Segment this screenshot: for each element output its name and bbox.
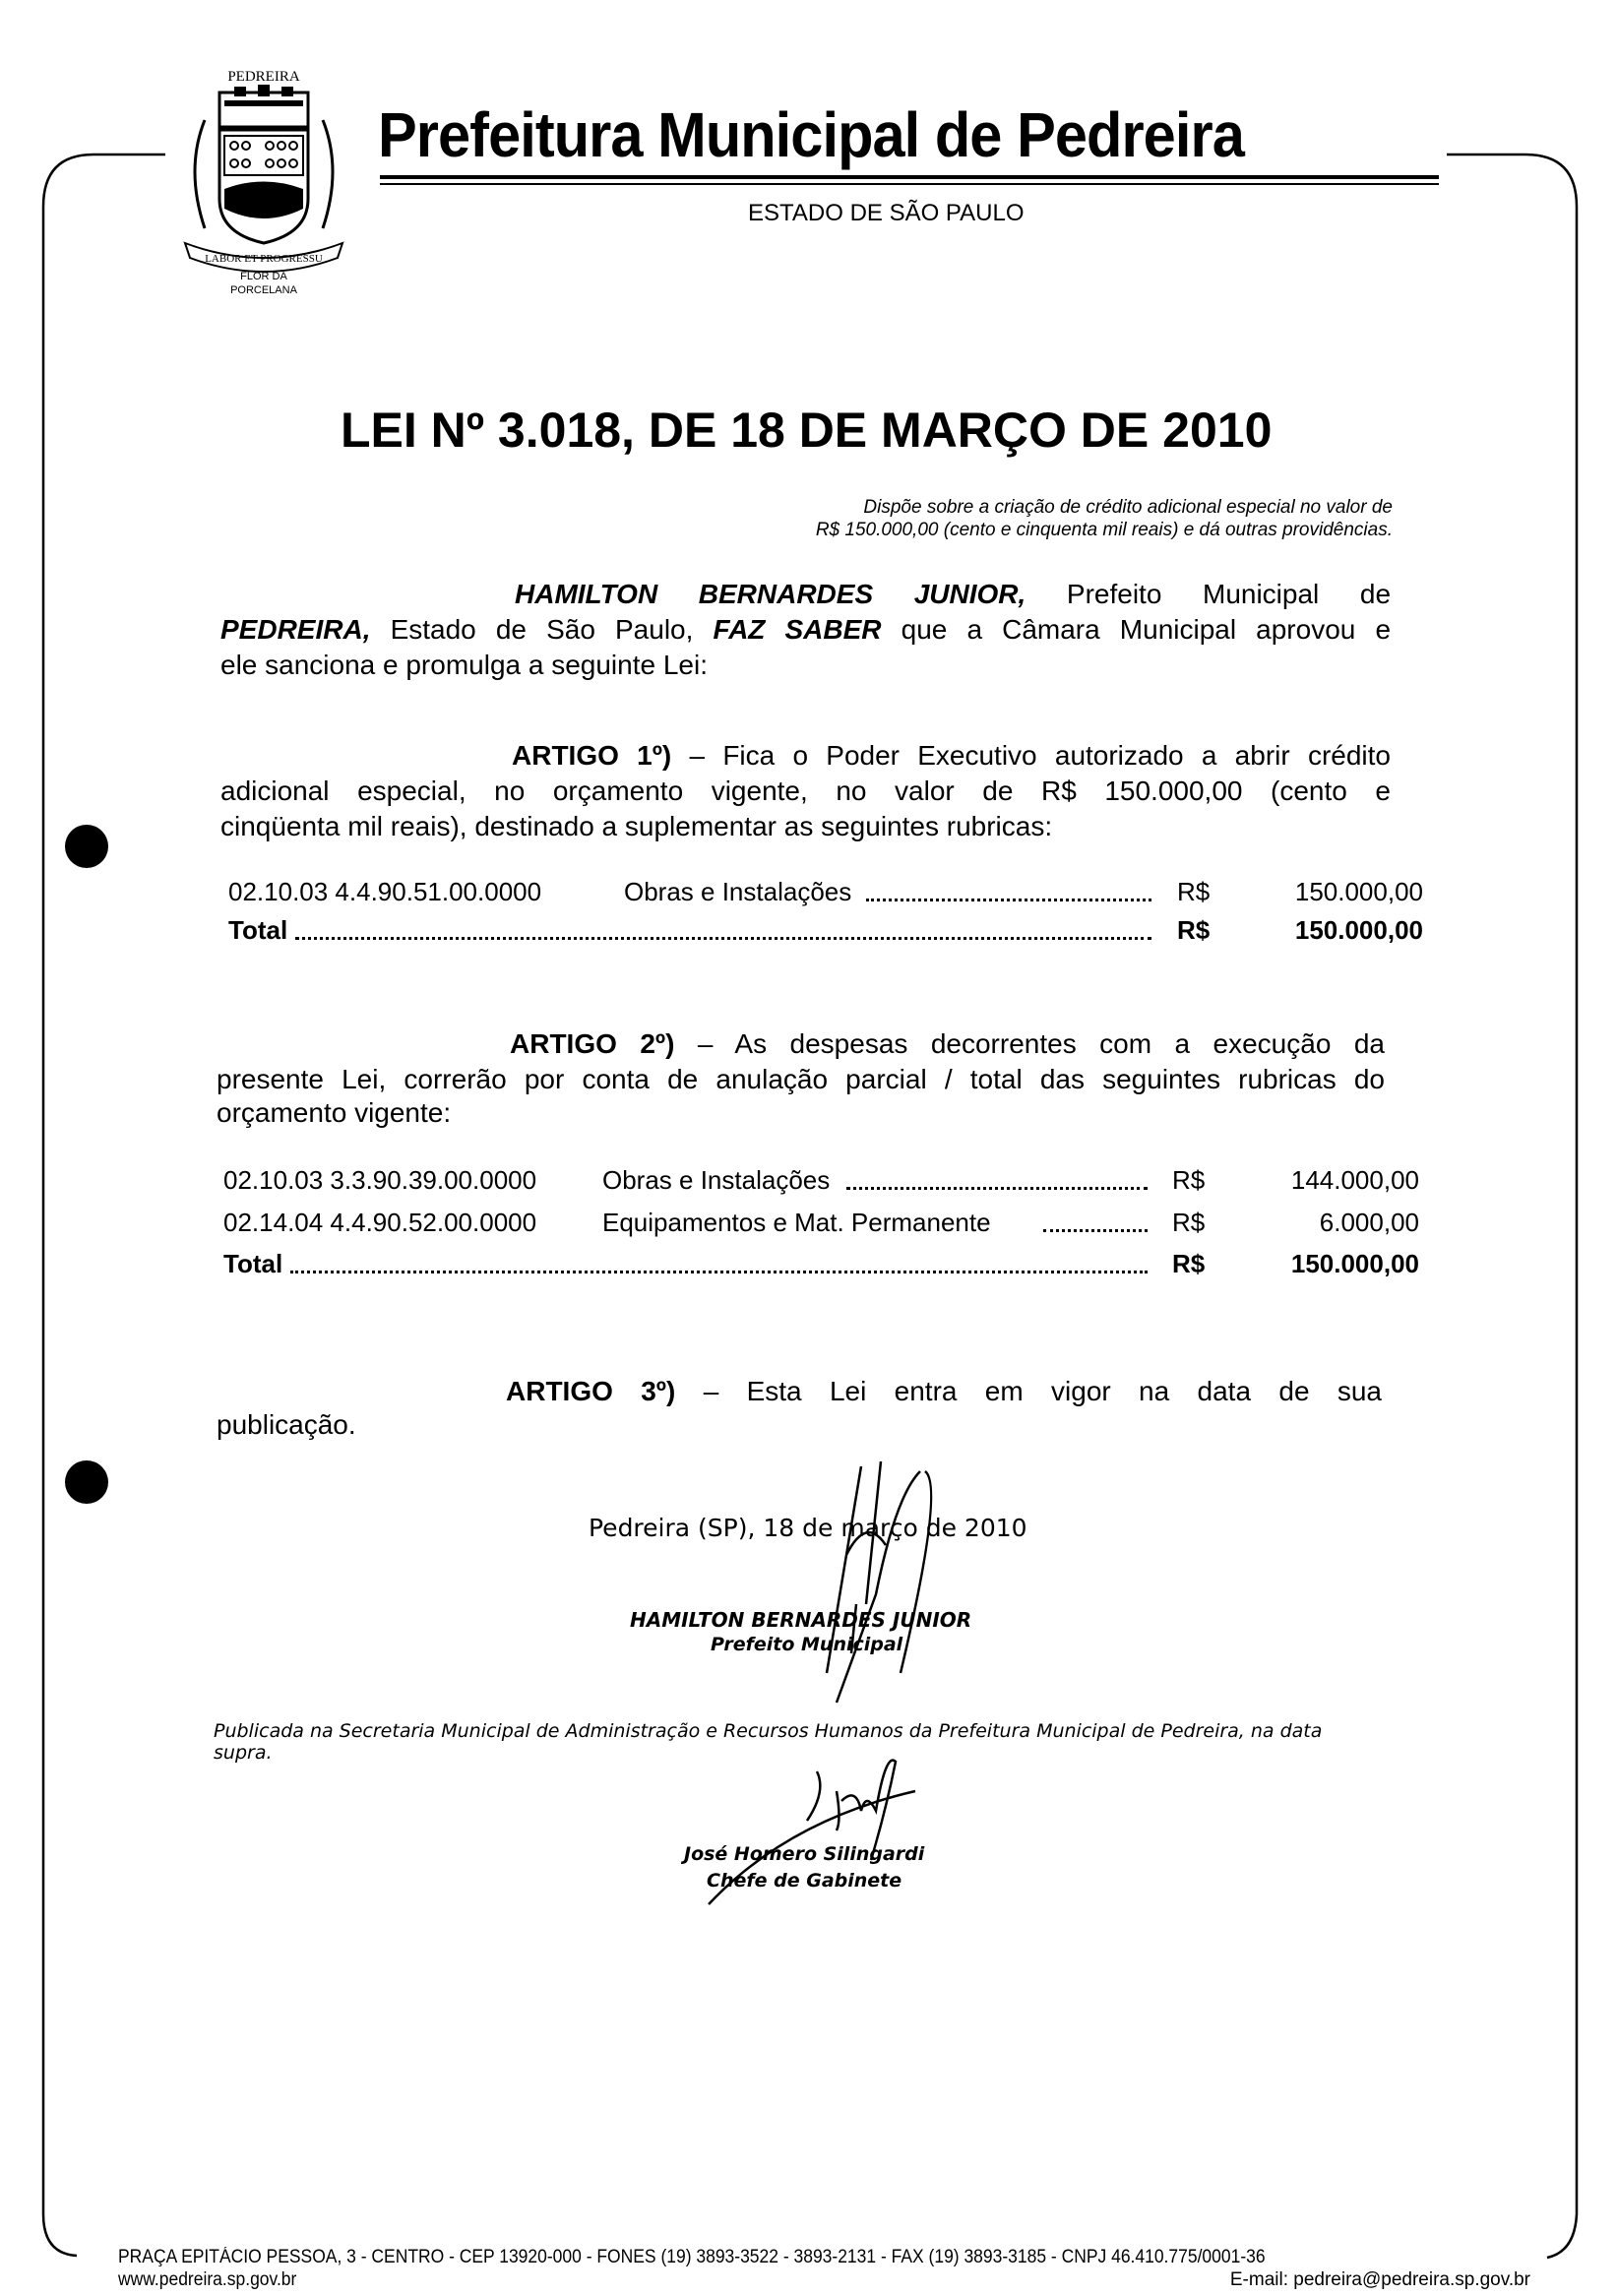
rubric-code: 02.10.03 3.3.90.39.00.0000 bbox=[223, 1165, 537, 1195]
binder-hole-mark bbox=[65, 825, 108, 868]
currency: R$ bbox=[1172, 1249, 1206, 1278]
publication-note: supra. bbox=[214, 1742, 273, 1764]
article-3-line: ARTIGO 3º) – Esta Lei entra em vigor na data de sua bbox=[506, 1376, 1382, 1406]
epigraph-line: Dispõe sobre a criação de crédito adicional especial no valor de bbox=[863, 497, 1393, 518]
title-rule bbox=[380, 175, 1439, 179]
footer-website[interactable]: www.pedreira.sp.gov.br bbox=[118, 2269, 297, 2290]
article-2-line: ARTIGO 2º) – As despesas decorrentes com a execução da bbox=[510, 1028, 1385, 1059]
table-total-row bbox=[0, 1249, 1617, 1282]
title-rule-thin bbox=[380, 183, 1439, 185]
total-label: Total bbox=[228, 915, 288, 945]
preamble-line: HAMILTON BERNARDES JUNIOR, Prefeito Municipal de bbox=[515, 579, 1391, 609]
total-label: Total bbox=[223, 1249, 283, 1278]
rubric-desc: Obras e Instalações bbox=[624, 877, 852, 906]
article-1-line: adicional especial, no orçamento vigente, no valor de R$ 150.000,00 (cento e bbox=[220, 776, 1391, 806]
svg-text:PEDREIRA: PEDREIRA bbox=[227, 69, 300, 85]
page-title: Prefeitura Municipal de Pedreira bbox=[378, 99, 1244, 170]
article-1-line: ARTIGO 1º) – Fica o Poder Executivo autorizado a abrir crédito bbox=[512, 740, 1391, 771]
rubric-code: 02.10.03 4.4.90.51.00.0000 bbox=[228, 877, 542, 906]
amount: 6.000,00 bbox=[1319, 1208, 1419, 1237]
chief-title: Chefe de Gabinete bbox=[707, 1870, 902, 1892]
binder-hole-mark bbox=[65, 1460, 108, 1504]
dot-leader bbox=[290, 1271, 1148, 1273]
footer-email[interactable]: E-mail: pedreira@pedreira.sp.gov.br bbox=[1229, 2269, 1530, 2290]
table-row bbox=[0, 1165, 1617, 1199]
publication-note: Publicada na Secretaria Municipal de Administração e Recursos Humanos da Prefeitura Municipal de Pedreira, na data bbox=[214, 1720, 1323, 1742]
svg-text:PORCELANA: PORCELANA bbox=[230, 284, 297, 296]
state-subtitle: ESTADO DE SÃO PAULO bbox=[748, 200, 1025, 226]
table-row bbox=[0, 877, 1617, 910]
mayor-name: HAMILTON BERNARDES JUNIOR bbox=[630, 1608, 972, 1632]
place-date: Pedreira (SP), 18 de março de 2010 bbox=[589, 1514, 1027, 1542]
rubric-desc: Obras e Instalações bbox=[602, 1165, 831, 1195]
article-2-line: orçamento vigente: bbox=[217, 1097, 452, 1128]
rubric-desc: Equipamentos e Mat. Permanente bbox=[602, 1208, 991, 1237]
table-total-row bbox=[0, 915, 1617, 949]
mayor-title: Prefeito Municipal bbox=[711, 1634, 903, 1655]
currency: R$ bbox=[1172, 1208, 1206, 1237]
svg-text:FLOR DA: FLOR DA bbox=[240, 271, 287, 282]
chief-name: José Homero Silingardi bbox=[684, 1843, 925, 1865]
amount: 150.000,00 bbox=[1294, 877, 1423, 906]
preamble-line: ele sanciona e promulga a seguinte Lei: bbox=[220, 650, 709, 680]
amount: 144.000,00 bbox=[1290, 1165, 1419, 1195]
table-row bbox=[0, 1208, 1617, 1241]
epigraph-line: R$ 150.000,00 (cento e cinquenta mil reais) e dá outras providências. bbox=[815, 520, 1393, 540]
article-3-line: publicação. bbox=[217, 1409, 356, 1440]
currency: R$ bbox=[1177, 915, 1211, 945]
rubric-code: 02.14.04 4.4.90.52.00.0000 bbox=[223, 1208, 537, 1237]
currency: R$ bbox=[1177, 877, 1211, 906]
dot-leader bbox=[866, 899, 1151, 901]
footer-address: PRAÇA EPITÁCIO PESSOA, 3 - CENTRO - CEP 13920-000 - FONES (19) 3893-3522 - 3893-2131 - FAX (19) 3893-3185 - CNPJ 46.410.775/0001-36 bbox=[118, 2247, 1266, 2267]
total-amount: 150.000,00 bbox=[1294, 915, 1423, 945]
svg-text:LABOR ET PROGRESSU: LABOR ET PROGRESSU bbox=[205, 253, 323, 265]
dot-leader bbox=[846, 1187, 1148, 1190]
dot-leader bbox=[295, 937, 1151, 940]
dot-leader bbox=[1043, 1229, 1148, 1232]
article-1-line: cinqüenta mil reais), destinado a suplementar as seguintes rubricas: bbox=[220, 811, 1053, 841]
article-2-line: presente Lei, correrão por conta de anulação parcial / total das seguintes rubricas do bbox=[217, 1064, 1385, 1094]
coat-of-arms-logo bbox=[165, 61, 362, 297]
mayor-signature bbox=[807, 1457, 964, 1712]
law-heading: LEI Nº 3.018, DE 18 DE MARÇO DE 2010 bbox=[341, 403, 1273, 458]
currency: R$ bbox=[1172, 1165, 1206, 1195]
total-amount: 150.000,00 bbox=[1290, 1249, 1419, 1278]
preamble-line: PEDREIRA, Estado de São Paulo, FAZ SABER que a Câmara Municipal aprovou e bbox=[220, 614, 1391, 645]
